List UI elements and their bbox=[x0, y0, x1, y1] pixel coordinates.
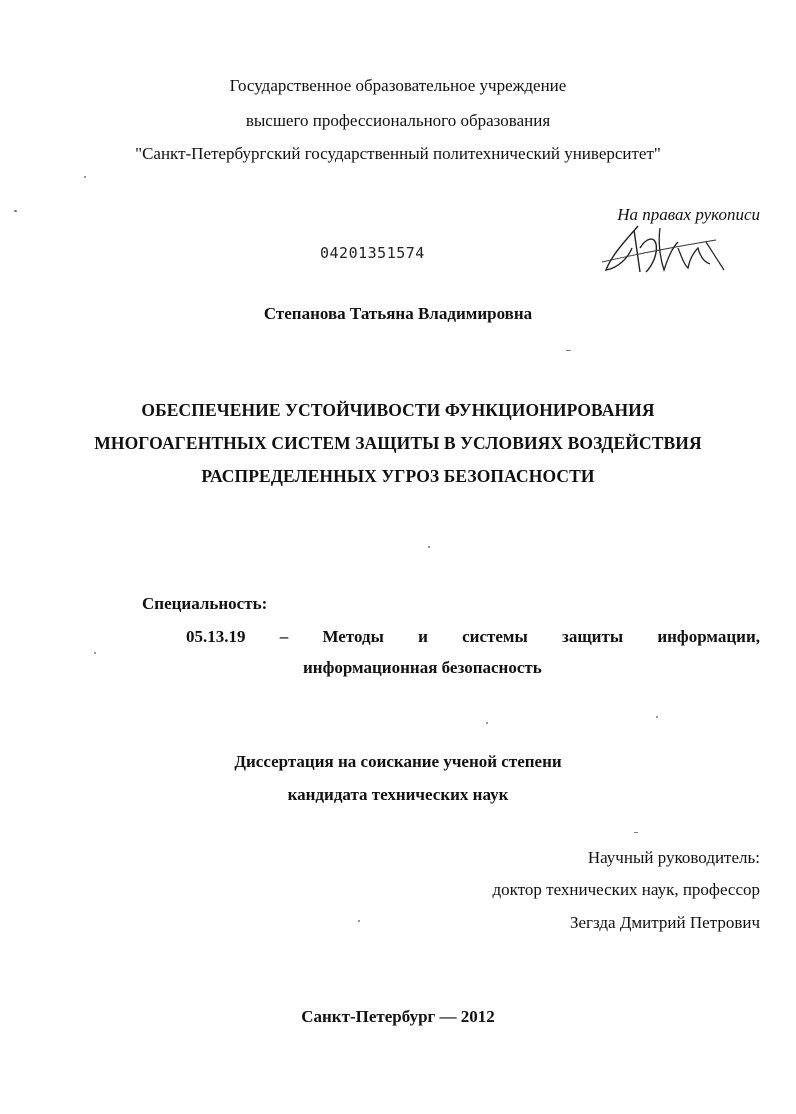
scan-speck bbox=[634, 832, 638, 833]
scan-speck bbox=[14, 210, 17, 212]
institution-line-3: "Санкт-Петербургский государственный политехнический университет" bbox=[135, 144, 661, 163]
city-year: Санкт-Петербург — 2012 bbox=[301, 1007, 495, 1026]
supervisor-name: Зегзда Дмитрий Петрович bbox=[569, 913, 760, 932]
specialty-line-2: информационная безопасность bbox=[303, 658, 542, 677]
title-line-3: РАСПРЕДЕЛЕННЫХ УГРОЗ БЕЗОПАСНОСТИ bbox=[201, 466, 595, 486]
title-line-2: МНОГОАГЕНТНЫХ СИСТЕМ ЗАЩИТЫ В УСЛОВИЯХ ВОЗДЕЙСТВИЯ bbox=[94, 433, 702, 453]
scan-speck bbox=[486, 722, 488, 724]
specialty-label: Специальность: bbox=[142, 594, 268, 613]
specialty-dash: – bbox=[279, 627, 289, 646]
specialty-word: защиты bbox=[562, 627, 624, 646]
scan-speck bbox=[94, 652, 96, 654]
specialty-code: 05.13.19 bbox=[186, 627, 246, 646]
specialty-line-1 bbox=[186, 627, 760, 647]
institution-line-2: высшего профессионального образования bbox=[245, 111, 551, 130]
specialty-word: информации, bbox=[657, 627, 760, 646]
handwritten-signature bbox=[598, 218, 728, 282]
scan-speck bbox=[566, 350, 571, 351]
archive-number: 04201351574 bbox=[320, 244, 425, 262]
author-name: Степанова Татьяна Владимировна bbox=[263, 304, 533, 323]
scan-speck bbox=[656, 716, 658, 718]
specialty-word: системы bbox=[462, 627, 528, 646]
specialty-word: Методы bbox=[322, 627, 384, 646]
manuscript-rights-note: На правах рукописи bbox=[617, 205, 760, 224]
scan-speck bbox=[358, 920, 360, 922]
scan-speck bbox=[428, 546, 430, 548]
title-line-1: ОБЕСПЕЧЕНИЕ УСТОЙЧИВОСТИ ФУНКЦИОНИРОВАНИЯ bbox=[141, 400, 655, 420]
dissertation-line-2: кандидата технических наук bbox=[287, 785, 509, 804]
specialty-word: и bbox=[418, 627, 428, 646]
dissertation-line-1: Диссертация на соискание ученой степени bbox=[234, 752, 562, 771]
scan-speck bbox=[84, 176, 86, 178]
institution-line-1: Государственное образовательное учреждение bbox=[229, 76, 567, 95]
supervisor-degree: доктор технических наук, профессор bbox=[492, 880, 760, 899]
supervisor-label: Научный руководитель: bbox=[587, 848, 760, 867]
